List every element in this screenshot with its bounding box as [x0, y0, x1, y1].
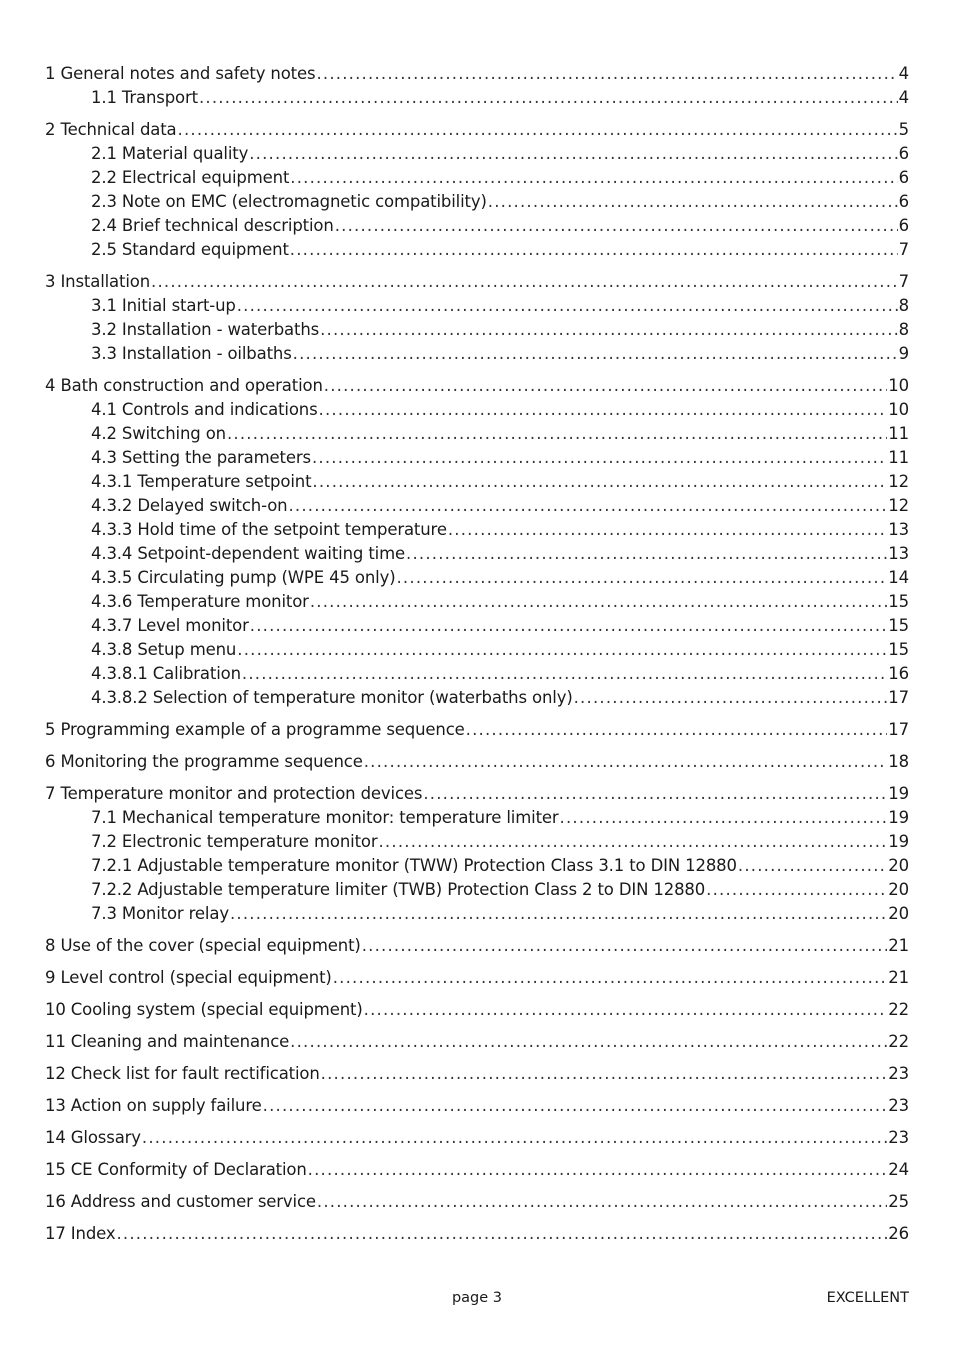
- toc-entry-page: 7: [898, 272, 909, 291]
- dot-leader: [308, 1158, 888, 1182]
- footer-page-number: page 3: [451, 1290, 503, 1306]
- toc-entry-page: 20: [888, 904, 909, 923]
- dot-leader: [312, 470, 887, 494]
- toc-entry-title: 2.4 Brief technical description: [91, 216, 334, 235]
- toc-entry-title: 7.3 Monitor relay: [91, 904, 229, 923]
- toc-entry-page: 19: [888, 784, 909, 803]
- toc-entry[interactable]: [45, 782, 909, 806]
- toc-entry-title: 4.3.8.2 Selection of temperature monitor (waterbaths only): [91, 688, 573, 707]
- toc-entry[interactable]: [45, 662, 909, 686]
- toc-entry-page: 10: [888, 376, 909, 395]
- toc-entry[interactable]: [45, 686, 909, 710]
- toc-entry-title: 4.3 Setting the parameters: [91, 448, 311, 467]
- toc-entry[interactable]: [45, 934, 909, 958]
- dot-leader: [406, 542, 887, 566]
- toc-entry-title: 2.5 Standard equipment: [91, 240, 289, 259]
- dot-leader: [324, 374, 888, 398]
- toc-entry-page: 8: [898, 320, 909, 339]
- toc-entry-title: 2.1 Material quality: [91, 144, 249, 163]
- dot-leader: [242, 662, 887, 686]
- toc-entry-title: 3.3 Installation - oilbaths: [91, 344, 292, 363]
- toc-entry-page: 5: [898, 120, 909, 139]
- toc-entry[interactable]: [45, 118, 909, 142]
- toc-entry[interactable]: [45, 614, 909, 638]
- toc-entry-page: 22: [888, 1000, 909, 1019]
- dot-leader: [312, 446, 887, 470]
- toc-entry-page: 26: [888, 1224, 909, 1243]
- toc-entry[interactable]: [45, 718, 909, 742]
- toc-entry-title: 4.3.1 Temperature setpoint: [91, 472, 312, 491]
- toc-entry-title: 17 Index: [45, 1224, 116, 1243]
- toc-entry-page: 23: [888, 1128, 909, 1147]
- toc-entry-page: 12: [888, 496, 909, 515]
- dot-leader: [316, 62, 897, 86]
- dot-leader: [290, 238, 898, 262]
- dot-leader: [227, 422, 887, 446]
- dot-leader: [574, 686, 888, 710]
- toc-entry-page: 6: [898, 192, 909, 211]
- toc-entry-page: 25: [888, 1192, 909, 1211]
- toc-entry[interactable]: [45, 590, 909, 614]
- toc-entry[interactable]: [45, 1126, 909, 1150]
- toc-entry-title: 2.3 Note on EMC (electromagnetic compatibility): [91, 192, 487, 211]
- toc-entry-page: 16: [888, 664, 909, 683]
- toc-entry[interactable]: [45, 342, 909, 366]
- toc-entry-page: 15: [888, 616, 909, 635]
- toc-entry[interactable]: [45, 518, 909, 542]
- toc-entry-page: 15: [888, 640, 909, 659]
- toc-entry-title: 4.3.7 Level monitor: [91, 616, 249, 635]
- toc-entry-title: 5 Programming example of a programme sequence: [45, 720, 465, 739]
- dot-leader: [290, 166, 897, 190]
- toc-entry-title: 7.2.2 Adjustable temperature limiter (TWB) Protection Class 2 to DIN 12880: [91, 880, 706, 899]
- toc-entry-page: 15: [888, 592, 909, 611]
- toc-entry-title: 7.1 Mechanical temperature monitor: temperature limiter: [91, 808, 559, 827]
- toc-entry[interactable]: [45, 998, 909, 1022]
- dot-leader: [116, 1222, 887, 1246]
- toc-entry[interactable]: [45, 638, 909, 662]
- toc-entry-page: 17: [888, 720, 909, 739]
- toc-entry[interactable]: [45, 494, 909, 518]
- toc-entry[interactable]: [45, 238, 909, 262]
- toc-entry[interactable]: [45, 214, 909, 238]
- toc-entry[interactable]: [45, 830, 909, 854]
- toc-entry-title: 7 Temperature monitor and protection devices: [45, 784, 423, 803]
- toc-entry-page: 22: [888, 1032, 909, 1051]
- toc-entry-page: 13: [888, 544, 909, 563]
- toc-entry-title: 13 Action on supply failure: [45, 1096, 262, 1115]
- dot-leader: [310, 590, 887, 614]
- dot-leader: [290, 1030, 887, 1054]
- toc-entry-title: 4 Bath construction and operation: [45, 376, 323, 395]
- dot-leader: [488, 190, 898, 214]
- toc-entry[interactable]: [45, 374, 909, 398]
- toc-entry-title: 12 Check list for fault rectification: [45, 1064, 320, 1083]
- toc-entry-title: 1.1 Transport: [91, 88, 198, 107]
- toc-entry-page: 23: [888, 1064, 909, 1083]
- dot-leader: [335, 214, 898, 238]
- dot-leader: [706, 878, 887, 902]
- toc-entry-title: 11 Cleaning and maintenance: [45, 1032, 290, 1051]
- table-of-contents: [45, 62, 909, 1246]
- dot-leader: [333, 966, 888, 990]
- toc-entry-title: 4.1 Controls and indications: [91, 400, 318, 419]
- toc-entry-page: 10: [888, 400, 909, 419]
- toc-entry[interactable]: [45, 566, 909, 590]
- toc-entry-page: 20: [888, 856, 909, 875]
- toc-entry[interactable]: [45, 190, 909, 214]
- dot-leader: [317, 1190, 887, 1214]
- toc-entry-title: 2.2 Electrical equipment: [91, 168, 290, 187]
- dot-leader: [321, 1062, 888, 1086]
- toc-entry-page: 6: [898, 216, 909, 235]
- page-footer: [45, 1290, 909, 1314]
- toc-entry-title: 9 Level control (special equipment): [45, 968, 332, 987]
- toc-entry[interactable]: [45, 398, 909, 422]
- toc-entry[interactable]: [45, 750, 909, 774]
- toc-entry[interactable]: [45, 294, 909, 318]
- toc-entry-page: 4: [898, 64, 909, 83]
- toc-entry[interactable]: [45, 270, 909, 294]
- toc-entry-page: 21: [888, 968, 909, 987]
- toc-entry-page: 23: [888, 1096, 909, 1115]
- toc-entry-title: 4.3.3 Hold time of the setpoint temperature: [91, 520, 447, 539]
- dot-leader: [250, 614, 888, 638]
- toc-entry[interactable]: [45, 470, 909, 494]
- toc-entry-title: 4.3.8.1 Calibration: [91, 664, 241, 683]
- toc-entry-page: 14: [888, 568, 909, 587]
- toc-entry-title: 3.1 Initial start-up: [91, 296, 236, 315]
- toc-entry-page: 4: [898, 88, 909, 107]
- toc-entry-page: 11: [888, 424, 909, 443]
- toc-entry[interactable]: [45, 1030, 909, 1054]
- toc-entry-page: 9: [898, 344, 909, 363]
- toc-entry[interactable]: [45, 142, 909, 166]
- dot-leader: [466, 718, 888, 742]
- dot-leader: [199, 86, 898, 110]
- toc-entry-page: 6: [898, 144, 909, 163]
- toc-entry-title: 4.3.4 Setpoint-dependent waiting time: [91, 544, 406, 563]
- toc-entry[interactable]: [45, 966, 909, 990]
- toc-entry-title: 14 Glossary: [45, 1128, 141, 1147]
- dot-leader: [249, 142, 897, 166]
- dot-leader: [364, 750, 888, 774]
- toc-entry-page: 11: [888, 448, 909, 467]
- toc-entry[interactable]: [45, 854, 909, 878]
- dot-leader: [288, 494, 887, 518]
- toc-entry-title: 3.2 Installation - waterbaths: [91, 320, 320, 339]
- toc-entry-title: 8 Use of the cover (special equipment): [45, 936, 361, 955]
- toc-entry-page: 19: [888, 808, 909, 827]
- toc-entry[interactable]: [45, 318, 909, 342]
- toc-entry-title: 4.3.5 Circulating pump (WPE 45 only): [91, 568, 396, 587]
- dot-leader: [230, 902, 887, 926]
- dot-leader: [293, 342, 898, 366]
- dot-leader: [448, 518, 887, 542]
- dot-leader: [320, 318, 898, 342]
- dot-leader: [364, 998, 888, 1022]
- toc-entry-title: 4.3.8 Setup menu: [91, 640, 237, 659]
- toc-entry-title: 4.3.6 Temperature monitor: [91, 592, 309, 611]
- toc-entry-title: 4.2 Switching on: [91, 424, 226, 443]
- toc-entry-title: 16 Address and customer service: [45, 1192, 316, 1211]
- toc-entry[interactable]: [45, 62, 909, 86]
- toc-entry-page: 21: [888, 936, 909, 955]
- dot-leader: [423, 782, 887, 806]
- toc-entry[interactable]: [45, 878, 909, 902]
- toc-entry-title: 2 Technical data: [45, 120, 177, 139]
- footer-brand: EXCELLENT: [826, 1290, 909, 1306]
- dot-leader: [142, 1126, 887, 1150]
- toc-entry-page: 13: [888, 520, 909, 539]
- toc-entry[interactable]: [45, 1190, 909, 1214]
- toc-entry[interactable]: [45, 86, 909, 110]
- toc-entry[interactable]: [45, 1222, 909, 1246]
- toc-entry-page: 17: [888, 688, 909, 707]
- toc-entry-page: 12: [888, 472, 909, 491]
- toc-entry-page: 20: [888, 880, 909, 899]
- dot-leader: [237, 294, 898, 318]
- toc-entry-page: 18: [888, 752, 909, 771]
- toc-entry[interactable]: [45, 902, 909, 926]
- toc-entry-title: 10 Cooling system (special equipment): [45, 1000, 363, 1019]
- toc-entry-title: 7.2.1 Adjustable temperature monitor (TWW) Protection Class 3.1 to DIN 12880: [91, 856, 737, 875]
- toc-entry-page: 24: [888, 1160, 909, 1179]
- toc-entry-page: 7: [898, 240, 909, 259]
- toc-entry-title: 15 CE Conformity of Declaration: [45, 1160, 307, 1179]
- dot-leader: [738, 854, 887, 878]
- dot-leader: [178, 118, 898, 142]
- toc-entry[interactable]: [45, 446, 909, 470]
- toc-entry-title: 7.2 Electronic temperature monitor: [91, 832, 378, 851]
- toc-entry-title: 6 Monitoring the programme sequence: [45, 752, 363, 771]
- toc-entry[interactable]: [45, 166, 909, 190]
- toc-entry[interactable]: [45, 1062, 909, 1086]
- toc-entry-page: 8: [898, 296, 909, 315]
- toc-entry[interactable]: [45, 1158, 909, 1182]
- toc-entry-title: 4.3.2 Delayed switch-on: [91, 496, 288, 515]
- dot-leader: [319, 398, 888, 422]
- toc-entry-title: 1 General notes and safety notes: [45, 64, 316, 83]
- toc-entry-title: 3 Installation: [45, 272, 151, 291]
- toc-entry[interactable]: [45, 806, 909, 830]
- dot-leader: [263, 1094, 888, 1118]
- toc-entry[interactable]: [45, 1094, 909, 1118]
- dot-leader: [560, 806, 888, 830]
- dot-leader: [151, 270, 898, 294]
- toc-entry[interactable]: [45, 422, 909, 446]
- toc-entry-page: 19: [888, 832, 909, 851]
- dot-leader: [378, 830, 887, 854]
- toc-entry[interactable]: [45, 542, 909, 566]
- dot-leader: [362, 934, 888, 958]
- dot-leader: [396, 566, 887, 590]
- dot-leader: [237, 638, 887, 662]
- toc-entry-page: 6: [898, 168, 909, 187]
